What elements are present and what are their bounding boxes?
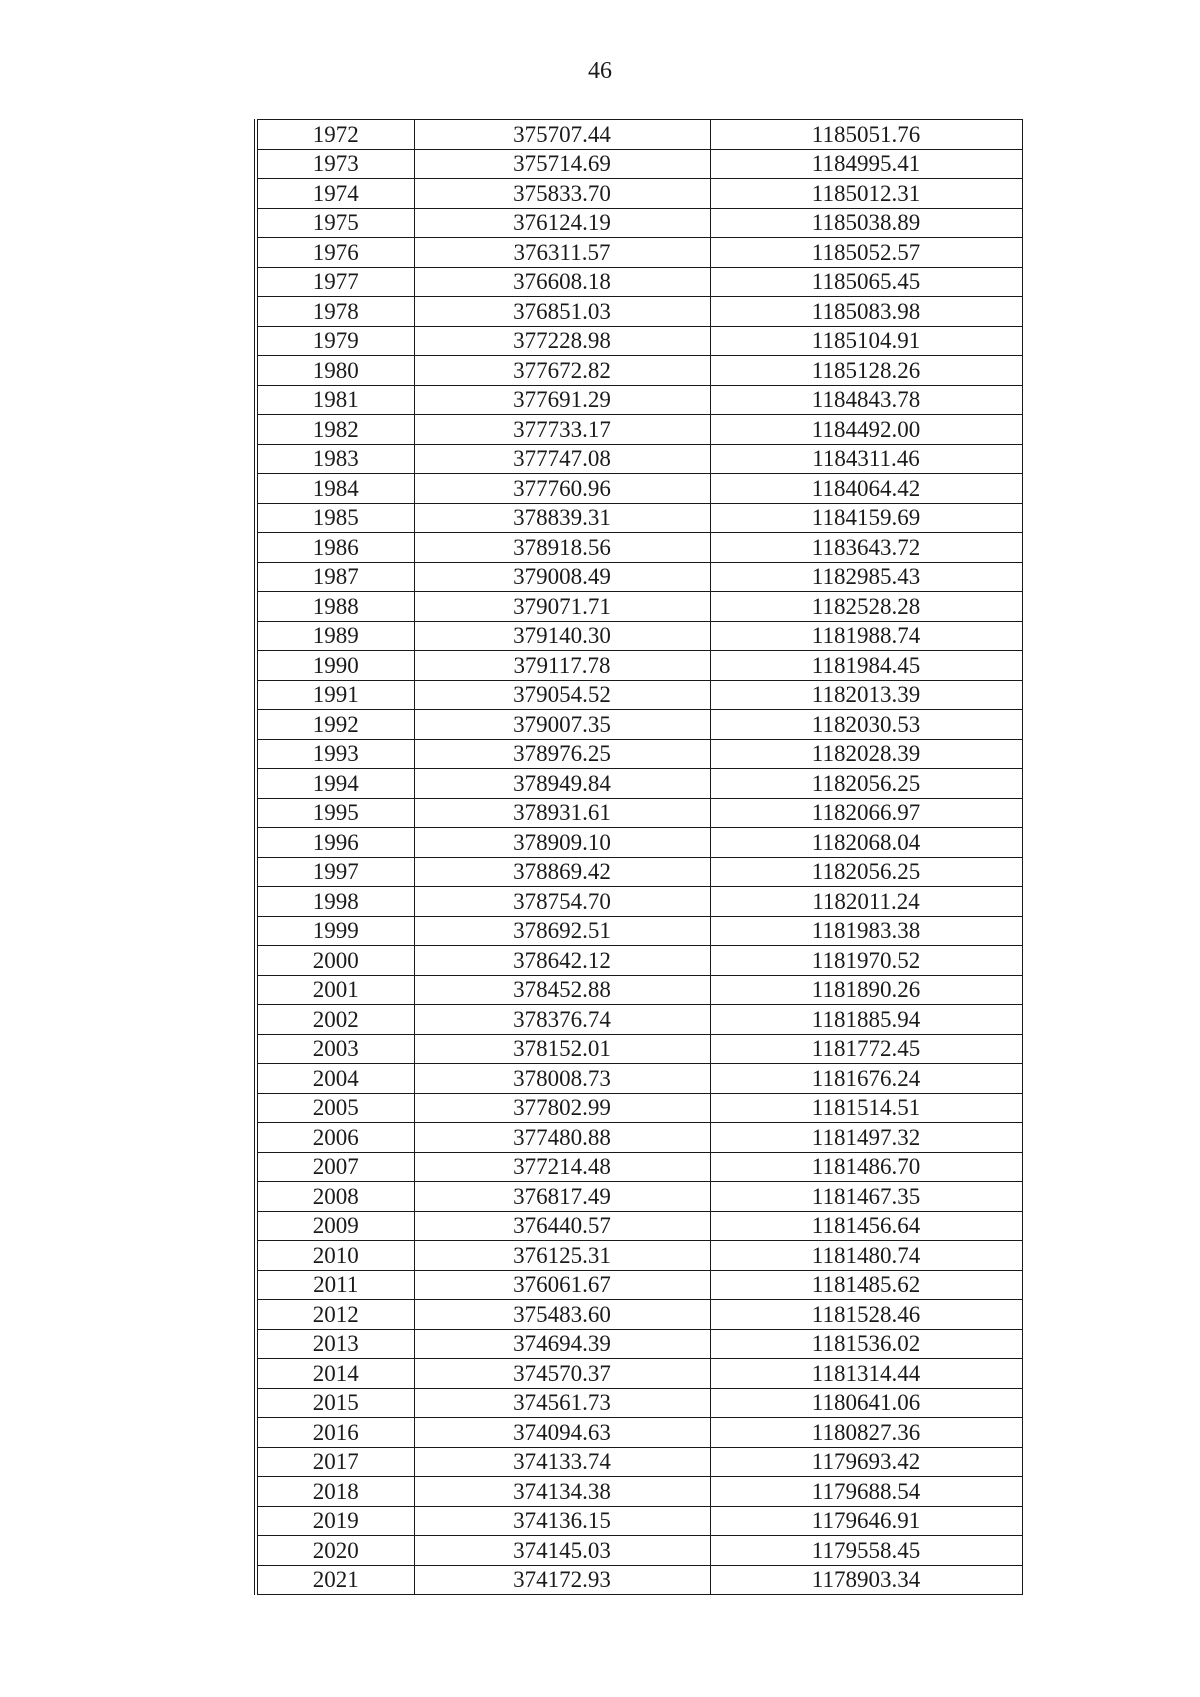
value-2-cell: 1184843.78 (710, 385, 1022, 415)
value-1-cell: 377228.98 (414, 326, 710, 356)
year-cell: 1992 (256, 710, 414, 740)
table-row (256, 533, 1022, 563)
value-1-cell: 374094.63 (414, 1418, 710, 1448)
value-2-cell: 1185051.76 (710, 120, 1022, 150)
value-2-cell: 1184311.46 (710, 444, 1022, 474)
year-cell: 1983 (256, 444, 414, 474)
table-row (256, 1093, 1022, 1123)
table-row (256, 179, 1022, 209)
value-2-cell: 1180641.06 (710, 1388, 1022, 1418)
value-1-cell: 377733.17 (414, 415, 710, 445)
value-1-cell: 379008.49 (414, 562, 710, 592)
table-row (256, 326, 1022, 356)
value-2-cell: 1184159.69 (710, 503, 1022, 533)
value-1-cell: 377747.08 (414, 444, 710, 474)
table-row (256, 1388, 1022, 1418)
value-2-cell: 1181890.26 (710, 975, 1022, 1005)
value-2-cell: 1185104.91 (710, 326, 1022, 356)
value-2-cell: 1182985.43 (710, 562, 1022, 592)
value-1-cell: 379117.78 (414, 651, 710, 681)
table-row (256, 1241, 1022, 1271)
value-2-cell: 1181497.32 (710, 1123, 1022, 1153)
year-cell: 1986 (256, 533, 414, 563)
value-2-cell: 1181970.52 (710, 946, 1022, 976)
value-1-cell: 376061.67 (414, 1270, 710, 1300)
value-1-cell: 374136.15 (414, 1506, 710, 1536)
value-2-cell: 1181772.45 (710, 1034, 1022, 1064)
value-2-cell: 1181536.02 (710, 1329, 1022, 1359)
value-1-cell: 378918.56 (414, 533, 710, 563)
table-row (256, 562, 1022, 592)
year-cell: 2008 (256, 1182, 414, 1212)
value-2-cell: 1181983.38 (710, 916, 1022, 946)
value-2-cell: 1179693.42 (710, 1447, 1022, 1477)
year-cell: 1988 (256, 592, 414, 622)
table-row (256, 887, 1022, 917)
value-2-cell: 1182056.25 (710, 857, 1022, 887)
table-row (256, 208, 1022, 238)
value-2-cell: 1181514.51 (710, 1093, 1022, 1123)
table-row (256, 297, 1022, 327)
year-cell: 1989 (256, 621, 414, 651)
year-cell: 2000 (256, 946, 414, 976)
year-cell: 2020 (256, 1536, 414, 1566)
year-cell: 1977 (256, 267, 414, 297)
value-2-cell: 1181984.45 (710, 651, 1022, 681)
table-row (256, 1359, 1022, 1389)
table-row (256, 798, 1022, 828)
table-row (256, 1329, 1022, 1359)
value-2-cell: 1184492.00 (710, 415, 1022, 445)
year-cell: 1998 (256, 887, 414, 917)
value-1-cell: 377691.29 (414, 385, 710, 415)
value-2-cell: 1182056.25 (710, 769, 1022, 799)
table-row (256, 1447, 1022, 1477)
value-2-cell: 1182013.39 (710, 680, 1022, 710)
table-row (256, 710, 1022, 740)
year-cell: 1984 (256, 474, 414, 504)
value-1-cell: 376817.49 (414, 1182, 710, 1212)
year-cell: 1982 (256, 415, 414, 445)
year-cell: 2002 (256, 1005, 414, 1035)
value-2-cell: 1185012.31 (710, 179, 1022, 209)
value-2-cell: 1181885.94 (710, 1005, 1022, 1035)
value-1-cell: 374134.38 (414, 1477, 710, 1507)
value-2-cell: 1182068.04 (710, 828, 1022, 858)
table-row (256, 238, 1022, 268)
value-1-cell: 374133.74 (414, 1447, 710, 1477)
table-row (256, 1182, 1022, 1212)
table-row (256, 739, 1022, 769)
value-2-cell: 1181456.64 (710, 1211, 1022, 1241)
value-1-cell: 378642.12 (414, 946, 710, 976)
value-2-cell: 1179558.45 (710, 1536, 1022, 1566)
table-row (256, 975, 1022, 1005)
value-2-cell: 1181528.46 (710, 1300, 1022, 1330)
table-row (256, 1123, 1022, 1153)
table-row (256, 1270, 1022, 1300)
value-2-cell: 1182011.24 (710, 887, 1022, 917)
value-2-cell: 1178903.34 (811, 1567, 921, 1592)
value-1-cell: 378839.31 (414, 503, 710, 533)
table-row (256, 1064, 1022, 1094)
value-1-cell: 378976.25 (414, 739, 710, 769)
table-row (256, 474, 1022, 504)
value-1-cell: 377672.82 (414, 356, 710, 386)
year-cell: 2001 (256, 975, 414, 1005)
value-2-cell: 1181480.74 (710, 1241, 1022, 1271)
value-1-cell: 374172.93 (414, 1565, 710, 1595)
value-1-cell: 378452.88 (414, 975, 710, 1005)
data-table (254, 119, 1023, 1595)
value-1-cell: 378869.42 (414, 857, 710, 887)
table-row (256, 1005, 1022, 1035)
year-cell: 2019 (256, 1506, 414, 1536)
table-body (256, 120, 1022, 1595)
value-2-cell: 1182028.39 (710, 739, 1022, 769)
table-row (256, 120, 1022, 150)
value-1-cell: 378152.01 (414, 1034, 710, 1064)
table-row (256, 946, 1022, 976)
value-2-cell: 1184064.42 (710, 474, 1022, 504)
table-row (256, 857, 1022, 887)
table-row (256, 1211, 1022, 1241)
value-1-cell: 377760.96 (414, 474, 710, 504)
value-2-cell: 1181988.74 (710, 621, 1022, 651)
table-row (256, 828, 1022, 858)
table-row (256, 1300, 1022, 1330)
value-1-cell: 377480.88 (414, 1123, 710, 1153)
year-cell: 1985 (256, 503, 414, 533)
table-row (256, 356, 1022, 386)
value-1-cell: 376851.03 (414, 297, 710, 327)
value-1-cell: 375483.60 (414, 1300, 710, 1330)
value-1-cell: 374694.39 (414, 1329, 710, 1359)
table-row (256, 1565, 1022, 1595)
value-2-cell: 1181676.24 (710, 1064, 1022, 1094)
value-2-cell: 1181485.62 (710, 1270, 1022, 1300)
year-cell: 1991 (256, 680, 414, 710)
table-row (256, 769, 1022, 799)
year-cell: 2004 (256, 1064, 414, 1094)
value-1-cell: 376125.31 (414, 1241, 710, 1271)
value-2-cell: 1185038.89 (710, 208, 1022, 238)
table-row (256, 385, 1022, 415)
year-cell: 1979 (256, 326, 414, 356)
value-1-cell: 374570.37 (414, 1359, 710, 1389)
value-1-cell: 377802.99 (414, 1093, 710, 1123)
value-2-cell: 1181314.44 (710, 1359, 1022, 1389)
value-1-cell: 377214.48 (414, 1152, 710, 1182)
table-row (256, 1506, 1022, 1536)
year-cell: 1996 (256, 828, 414, 858)
table-row (256, 267, 1022, 297)
value-1-cell: 379054.52 (414, 680, 710, 710)
year-cell: 1973 (256, 149, 414, 179)
table-row (256, 503, 1022, 533)
table-row (256, 1034, 1022, 1064)
value-1-cell: 376608.18 (414, 267, 710, 297)
value-2-cell: 1181486.70 (710, 1152, 1022, 1182)
value-2-cell: 1179688.54 (710, 1477, 1022, 1507)
year-cell: 2016 (256, 1418, 414, 1448)
year-cell: 1974 (256, 179, 414, 209)
value-1-cell: 374145.03 (414, 1536, 710, 1566)
year-cell: 1995 (256, 798, 414, 828)
value-2-cell: 1183643.72 (710, 533, 1022, 563)
year-cell: 2014 (256, 1359, 414, 1389)
value-1-cell: 375714.69 (414, 149, 710, 179)
value-2-cell: 1184995.41 (710, 149, 1022, 179)
value-1-cell: 378692.51 (414, 916, 710, 946)
value-1-cell: 376311.57 (414, 238, 710, 268)
value-2-cell: 1185128.26 (710, 356, 1022, 386)
year-cell: 1981 (256, 385, 414, 415)
value-2-cell: 1182030.53 (710, 710, 1022, 740)
value-1-cell: 374561.73 (414, 1388, 710, 1418)
value-1-cell: 378008.73 (414, 1064, 710, 1094)
table-row (256, 680, 1022, 710)
value-2-cell: 1185052.57 (710, 238, 1022, 268)
value-1-cell: 378909.10 (414, 828, 710, 858)
year-cell: 2003 (256, 1034, 414, 1064)
value-1-cell: 378376.74 (414, 1005, 710, 1035)
value-2-cell: 1182066.97 (710, 798, 1022, 828)
year-cell: 2011 (256, 1270, 414, 1300)
year-cell: 2010 (256, 1241, 414, 1271)
year-cell: 2005 (256, 1093, 414, 1123)
year-cell: 2012 (256, 1300, 414, 1330)
table-row (256, 1418, 1022, 1448)
value-1-cell: 378931.61 (414, 798, 710, 828)
value-2-cell: 1180827.36 (710, 1418, 1022, 1448)
table-row (256, 149, 1022, 179)
year-cell: 1978 (256, 297, 414, 327)
year-cell: 1997 (256, 857, 414, 887)
table-row (256, 592, 1022, 622)
year-cell: 1975 (256, 208, 414, 238)
year-cell: 2013 (256, 1329, 414, 1359)
year-cell: 2021 (256, 1565, 414, 1595)
table-row (256, 444, 1022, 474)
year-cell: 2009 (256, 1211, 414, 1241)
year-cell: 1972 (256, 120, 414, 150)
value-2-cell: 1179646.91 (710, 1506, 1022, 1536)
table-row (256, 1536, 1022, 1566)
table-row (256, 621, 1022, 651)
value-2-cell: 1185065.45 (710, 267, 1022, 297)
value-2-cell: 1185083.98 (710, 297, 1022, 327)
year-cell: 1993 (256, 739, 414, 769)
value-1-cell: 375833.70 (414, 179, 710, 209)
year-cell: 1994 (256, 769, 414, 799)
page-number: 46 (588, 58, 612, 84)
value-1-cell: 375707.44 (414, 120, 710, 150)
value-2-cell: 1182528.28 (710, 592, 1022, 622)
year-cell: 2017 (256, 1447, 414, 1477)
value-1-cell: 376440.57 (414, 1211, 710, 1241)
table-row (256, 651, 1022, 681)
value-1-cell: 378949.84 (414, 769, 710, 799)
table-row (256, 916, 1022, 946)
year-cell: 2007 (256, 1152, 414, 1182)
value-2-cell: 1181467.35 (710, 1182, 1022, 1212)
value-1-cell: 379007.35 (414, 710, 710, 740)
year-cell: 1976 (256, 238, 414, 268)
year-cell: 1987 (256, 562, 414, 592)
table-row (256, 1477, 1022, 1507)
value-1-cell: 378754.70 (414, 887, 710, 917)
value-1-cell: 379071.71 (414, 592, 710, 622)
year-cell: 2018 (256, 1477, 414, 1507)
table-row (256, 1152, 1022, 1182)
year-cell: 1980 (256, 356, 414, 386)
year-cell: 2015 (256, 1388, 414, 1418)
table-row (256, 415, 1022, 445)
year-cell: 1990 (256, 651, 414, 681)
year-cell: 2006 (256, 1123, 414, 1153)
value-1-cell: 379140.30 (414, 621, 710, 651)
value-1-cell: 376124.19 (414, 208, 710, 238)
year-cell: 1999 (256, 916, 414, 946)
